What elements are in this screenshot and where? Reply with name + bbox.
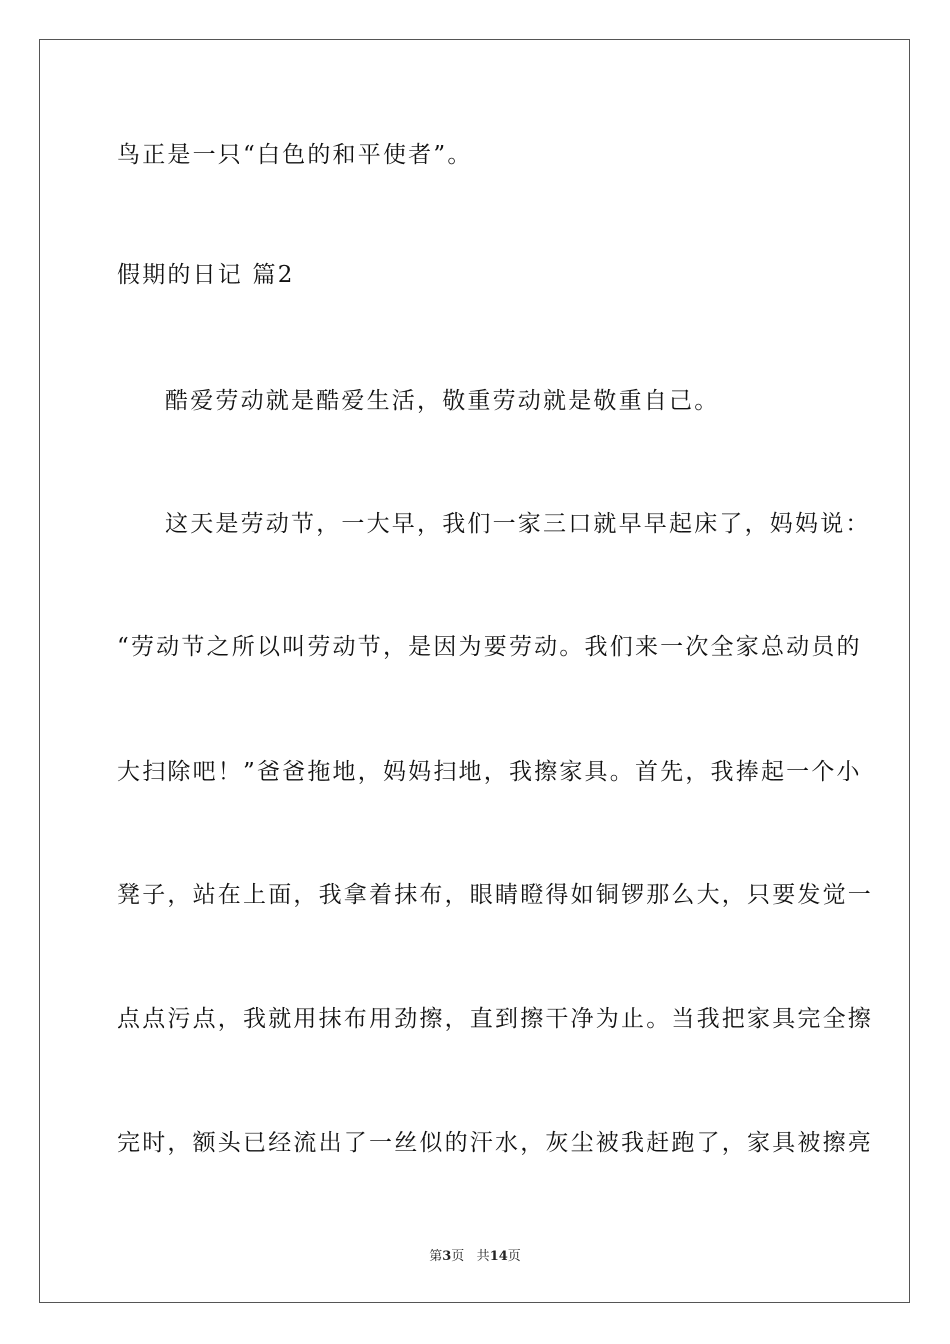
page-border [39,39,910,1303]
text-line-3: 酷爱劳动就是酷爱生活，敬重劳动就是敬重自己。 [165,388,720,414]
footer-page-number: 3 [442,1249,452,1264]
text-line-9: 完时，额头已经流出了一丝似的汗水，灰尘被我赶跑了，家具被擦亮 [117,1130,873,1156]
footer-page-prefix: 第 [429,1249,443,1264]
text-line-5: “劳动节之所以叫劳动节，是因为要劳动。我们来一次全家总动员的 [117,634,862,660]
page-footer [0,1248,950,1266]
footer-page-suffix: 页 [451,1249,465,1264]
text-line-6: 大扫除吧！”爸爸拖地，妈妈扫地，我擦家具。首先，我捧起一个小 [117,759,862,785]
text-line-8: 点点污点，我就用抹布用劲擦，直到擦干净为止。当我把家具完全擦 [117,1006,873,1032]
text-line-7: 凳子，站在上面，我拿着抹布，眼睛瞪得如铜锣那么大，只要发觉一 [117,882,873,908]
footer-total-suffix: 页 [507,1249,521,1264]
footer-total-pages: 14 [489,1249,508,1264]
text-line-4: 这天是劳动节，一大早，我们一家三口就早早起床了，妈妈说： [165,511,871,537]
footer-total-prefix: 共 [476,1249,490,1264]
section-heading: 假期的日记 篇2 [117,262,295,288]
text-line-1: 鸟正是一只“白色的和平使者”。 [117,142,473,168]
